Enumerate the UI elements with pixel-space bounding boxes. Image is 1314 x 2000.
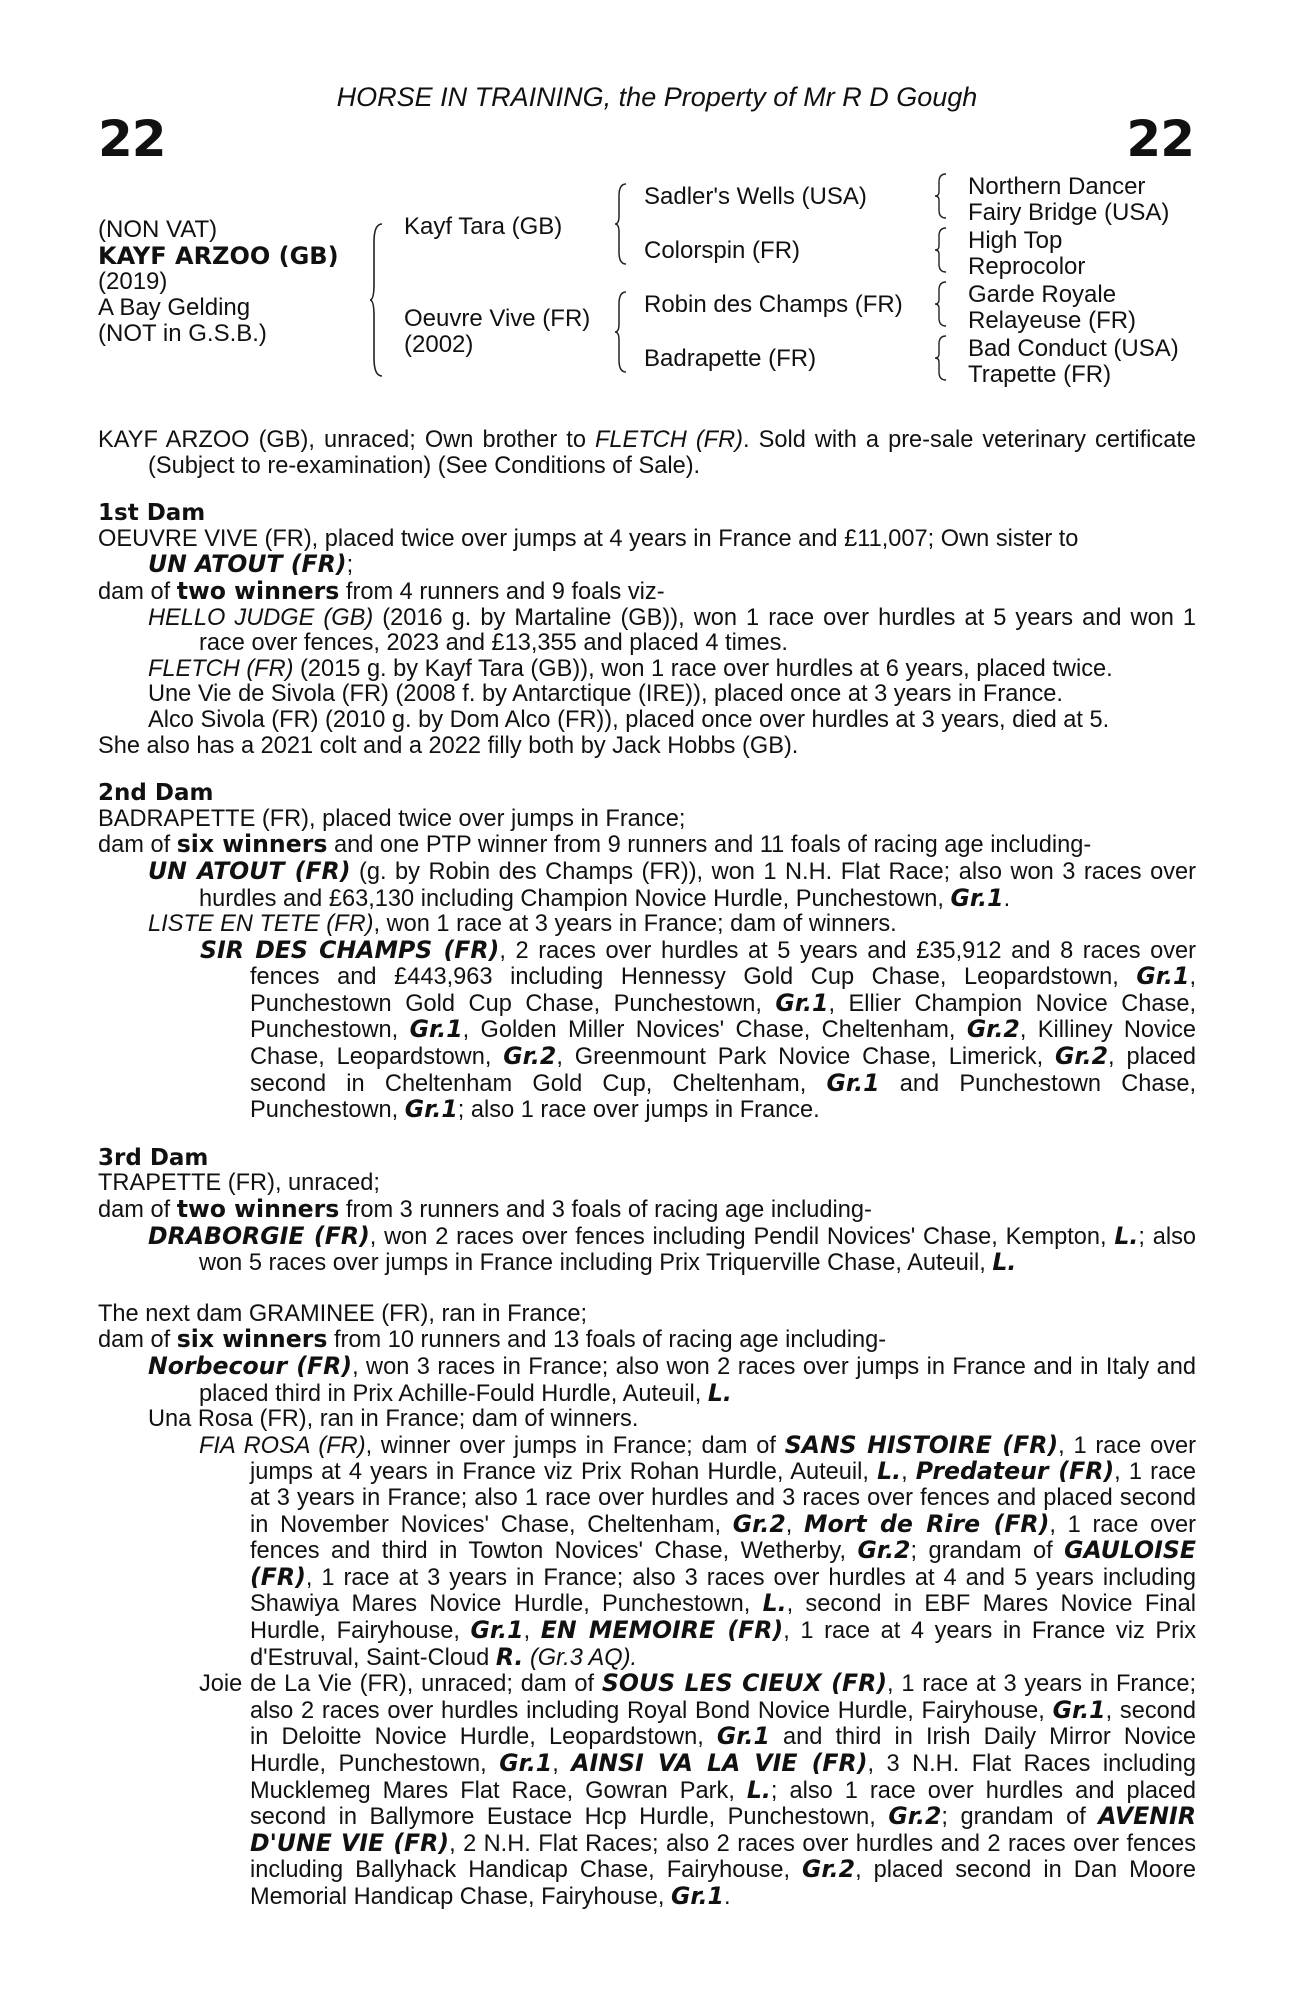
next-dam-line: The next dam GRAMINEE (FR), ran in France;	[98, 1300, 588, 1327]
horse-un-atout: UN ATOUT (FR)	[148, 856, 351, 885]
text-run: L.	[877, 1457, 902, 1486]
horse-liste-en-tete: LISTE EN TETE (FR)	[148, 911, 374, 938]
text-run: L.	[1114, 1221, 1139, 1250]
pedigree-g3-2: Fairy Bridge (USA)	[968, 199, 1170, 226]
produce-draborgie	[98, 1221, 1196, 1277]
text-run: , Golden Miller Novices' Chase, Cheltenham,	[462, 1017, 967, 1044]
pedigree-sire: Kayf Tara (GB)	[404, 213, 563, 240]
text-run: L.	[707, 1378, 732, 1407]
horse-year: (2019)	[98, 268, 168, 295]
text-run: ,	[523, 1617, 541, 1644]
first-dam-produce-line	[98, 576, 1196, 606]
pedigree-g2-3: Robin des Champs (FR)	[644, 291, 903, 318]
text-run: , second in EBF Mares Novice Final Hurdle, Fairyhouse,	[250, 1591, 1196, 1644]
text-run: ; also won 5 races over jumps in France including Prix Triquerville Chase, Auteuil,	[199, 1223, 1196, 1277]
text-runners: from 3 runners and 3 foals of racing age including-	[339, 1197, 872, 1224]
text-run: , 1 race at 3 years in France; also 2 races over hurdles including Royal Bond Novice Hurdle, Fairyhouse,	[250, 1671, 1196, 1724]
intro-text-a: KAYF ARZOO (GB), unraced; Own brother to	[98, 427, 595, 453]
text-run: AINSI VA LA VIE (FR)	[571, 1748, 868, 1777]
text-run: ; grandam of	[910, 1538, 1065, 1565]
text-run: Gr.1	[470, 1615, 524, 1644]
first-dam-text: OEUVRE VIVE (FR), placed twice over jumps at 4 years in France and £11,007; Own sister to	[98, 525, 1079, 552]
text-runners: from 10 runners and 13 foals of racing age including-	[327, 1327, 887, 1354]
pedigree-g3-6: Relayeuse (FR)	[968, 307, 1137, 334]
pedigree-brace-dam-parents	[614, 290, 628, 374]
text-run: Gr.1	[1052, 1695, 1106, 1724]
text-run: , 2 N.H. Flat Races; also 2 races over hurdles and 2 races over fences including Ballyhack Handicap Chase, Fairyhouse,	[250, 1830, 1196, 1884]
text-run: GAULOISE (FR)	[250, 1536, 1196, 1591]
text-run: R.	[495, 1642, 524, 1671]
produce-une-vie: Une Vie de Sivola (FR) (2008 f. by Antarctique (IRE)), placed once at 3 years in France.	[148, 681, 1063, 708]
text-run: , won 3 races in France; also won 2 races over jumps in France and in Italy and placed third in Prix Achille-Fould Hurdle, Auteuil,	[199, 1354, 1196, 1407]
produce-liste-en-tete	[98, 912, 1196, 938]
text-runners: and one PTP winner from 9 runners and 11 foals of racing age including-	[327, 832, 1092, 859]
text-dam-of: dam of	[98, 578, 177, 605]
text-run: and Punchestown Chase, Punchestown,	[250, 1070, 1196, 1124]
text-run: AVENIR D'UNE VIE (FR)	[250, 1802, 1196, 1857]
text-run: ,	[901, 1459, 916, 1486]
horse-description: A Bay Gelding	[98, 294, 251, 321]
text-dam-of: dam of	[98, 1197, 177, 1224]
text-run: , 1 race at 4 years in France viz Prix d'Estruval, Saint-Cloud	[250, 1617, 1197, 1671]
pedigree-brace-g3-3	[934, 280, 948, 328]
text-run: , placed second in Cheltenham Gold Cup, Cheltenham,	[250, 1044, 1196, 1097]
text-run: , Punchestown Gold Cup Chase, Punchestown,	[250, 964, 1196, 1017]
produce-fletch	[98, 657, 1196, 683]
produce-alco-sivola: Alco Sivola (FR) (2010 g. by Dom Alco (FR)), placed once over hurdles at 3 years, died at 5.	[148, 706, 1110, 733]
text-run: , winner over jumps in France; dam of	[365, 1432, 785, 1459]
first-dam-line	[98, 527, 1196, 579]
horse-fletch: FLETCH (FR)	[148, 655, 294, 682]
pedigree-g3-1: Northern Dancer	[968, 173, 1146, 200]
text-run: , Killiney Novice Chase, Leopardstown,	[250, 1017, 1197, 1071]
text-run: EN MEMOIRE (FR)	[540, 1615, 784, 1644]
text-run: Gr.2	[966, 1015, 1020, 1044]
pedigree-g2-4: Badrapette (FR)	[644, 345, 817, 372]
produce-hello-judge	[98, 606, 1196, 657]
text-run: FIA ROSA (FR)	[199, 1432, 366, 1459]
second-dam-line: BADRAPETTE (FR), placed twice over jumps in France;	[98, 805, 686, 832]
text-run: Gr.1	[499, 1748, 553, 1777]
fletch-record: (2015 g. by Kayf Tara (GB)), won 1 race over hurdles at 6 years, placed twice.	[293, 655, 1113, 682]
text-dam-of: dam of	[98, 1327, 177, 1354]
pedigree-g3-4: Reprocolor	[968, 253, 1086, 280]
text-run: , 1 race over fences and third in Towton Novices' Chase, Wetherby,	[250, 1511, 1196, 1565]
liste-en-tete-record: , won 1 race at 3 years in France; dam of winners.	[373, 911, 897, 938]
text-run: SOUS LES CIEUX (FR)	[601, 1669, 888, 1698]
text-run: , 2 races over hurdles at 5 years and £35,912 and 8 races over fences and £443,963 including Hennessy Gold Cup Chase, Leopardstown,	[250, 937, 1196, 991]
horse-hello-judge: HELLO JUDGE (GB)	[148, 604, 374, 631]
pedigree-dam-year: (2002)	[404, 331, 474, 358]
produce-fia-rosa	[98, 1430, 1197, 1671]
text-run: (Gr.3 AQ).	[523, 1644, 637, 1671]
text-run: , Ellier Champion Novice Chase, Punchestown,	[250, 990, 1197, 1044]
text-run: , won 2 races over fences including Pendil Novices' Chase, Kempton,	[369, 1223, 1115, 1250]
text-run: and third in Irish Daily Mirror Novice Hurdle, Punchestown,	[250, 1724, 1196, 1777]
pedigree-g3-7: Bad Conduct (USA)	[968, 335, 1179, 362]
text-run: , 1 race at 3 years in France; also 1 race over hurdles and 3 races over fences and placed second in November Novices' Chase, Cheltenham,	[250, 1459, 1196, 1538]
text-run: SANS HISTOIRE (FR)	[784, 1430, 1059, 1459]
intro-brother-name: FLETCH (FR)	[595, 427, 743, 453]
gsb-status: (NOT in G.S.B.)	[98, 320, 267, 347]
period: .	[1003, 885, 1011, 912]
second-dam-produce-line	[98, 832, 1196, 859]
text-run: Gr.2	[802, 1855, 856, 1884]
catalogue-body	[98, 428, 1196, 1910]
pedigree-brace-g3-1	[934, 172, 948, 220]
intro-text-c: . Sold with a pre-sale veterinary certificate (Subject to re-examination) (See Conditions of Sale).	[148, 427, 1196, 479]
winner-count: six winners	[176, 1325, 328, 1354]
vat-status: (NON VAT)	[98, 216, 218, 243]
text-run: ; also 1 race over hurdles and placed second in Ballymore Eustace Hcp Hurdle, Punchestown,	[250, 1777, 1196, 1831]
text-run: Gr.1	[409, 1015, 463, 1044]
pedigree-brace-g3-4	[934, 334, 948, 382]
pedigree-brace-g3-2	[934, 226, 948, 274]
first-dam-also: She also has a 2021 colt and a 2022 filly both by Jack Hobbs (GB).	[98, 732, 799, 759]
pedigree-g3-3: High Top	[968, 227, 1063, 254]
grade-label: Gr.1	[950, 883, 1004, 912]
third-dam-produce-line	[98, 1197, 1196, 1224]
first-dam-heading: 1st Dam	[98, 500, 206, 527]
pedigree-brace-sire-parents	[614, 182, 628, 266]
page-header: HORSE IN TRAINING, the Property of Mr R D Gough	[336, 82, 978, 112]
lot-number-right: 22	[1126, 110, 1194, 168]
pedigree-g2-2: Colorspin (FR)	[644, 237, 801, 264]
text-run: , second in Deloitte Novice Hurdle, Leopardstown,	[250, 1697, 1196, 1751]
pedigree-g3-5: Garde Royale	[968, 281, 1117, 308]
text-run: ,	[552, 1750, 572, 1777]
next-dam-produce-line	[98, 1327, 1196, 1354]
produce-un-atout	[98, 856, 1196, 912]
text-run: SIR DES CHAMPS (FR)	[200, 935, 500, 964]
third-dam-line: TRAPETTE (FR), unraced;	[98, 1170, 380, 1197]
produce-una-rosa: Una Rosa (FR), ran in France; dam of winners.	[148, 1406, 639, 1433]
text-run: Gr.1	[826, 1068, 880, 1097]
pedigree-g3-8: Trapette (FR)	[968, 361, 1112, 388]
text-runners: from 4 runners and 9 foals viz-	[339, 578, 665, 605]
hello-judge-record: (2016 g. by Martaline (GB)), won 1 race over hurdles at 5 years and won 1 race over fences, 2023 and £13,355 and placed 4 times.	[199, 604, 1196, 657]
intro-paragraph	[98, 428, 1196, 479]
text-run: Gr.2	[857, 1536, 911, 1565]
text-dam-of: dam of	[98, 832, 177, 859]
first-dam-semicolon: ;	[346, 552, 354, 579]
text-run: L.	[992, 1248, 1017, 1277]
text-run: L.	[746, 1775, 771, 1804]
text-run: Gr.1	[716, 1722, 770, 1751]
un-atout-record: (g. by Robin des Champs (FR)), won 1 N.H. Flat Race; also won 3 races over hurdles and £63,130 including Champion Novice Hurdle, Punchestown,	[199, 858, 1196, 912]
pedigree-brace-sire-dam	[370, 222, 386, 378]
winner-count: two winners	[176, 576, 340, 605]
pedigree-g2-1: Sadler's Wells (USA)	[644, 183, 867, 210]
text-run: Gr.1	[670, 1881, 724, 1910]
text-run: Joie de La Vie (FR), unraced; dam of	[199, 1671, 602, 1698]
text-run: Gr.1	[775, 988, 829, 1017]
text-run: Gr.2	[888, 1802, 942, 1831]
first-dam-sister-name: UN ATOUT (FR)	[148, 550, 347, 579]
text-run: Gr.1	[1136, 962, 1190, 991]
produce-joie-de-la-vie	[98, 1671, 1196, 1910]
text-run: Gr.1	[404, 1095, 458, 1124]
text-run: Gr.2	[732, 1509, 786, 1538]
horse-info	[98, 217, 339, 347]
produce-norbecour	[98, 1354, 1196, 1407]
text-run: , 1 race over jumps at 4 years in France viz Prix Rohan Hurdle, Auteuil,	[250, 1432, 1196, 1486]
text-run: , placed second in Dan Moore Memorial Handicap Chase, Fairyhouse,	[250, 1857, 1196, 1910]
text-run: ; grandam of	[941, 1804, 1099, 1831]
lot-number-left: 22	[98, 110, 166, 168]
text-run: DRABORGIE (FR)	[148, 1221, 370, 1250]
text-run: Gr.2	[503, 1042, 557, 1071]
text-run: L.	[762, 1589, 787, 1618]
winner-count: six winners	[176, 830, 328, 859]
winner-count: two winners	[176, 1195, 340, 1224]
text-run: Predateur (FR)	[915, 1457, 1115, 1486]
text-run: , 1 race at 3 years in France; also 3 races over hurdles at 4 and 5 years including Shawiya Mares Novice Hurdle, Punchestown,	[250, 1564, 1196, 1618]
text-run: , 3 N.H. Flat Races including Mucklemeg Mares Flat Race, Gowran Park,	[250, 1750, 1196, 1804]
text-run: ; also 1 race over jumps in France.	[457, 1097, 820, 1124]
pedigree-dam: Oeuvre Vive (FR)	[404, 305, 591, 332]
text-run: , Greenmount Park Novice Chase, Limerick,	[556, 1044, 1056, 1071]
horse-name: KAYF ARZOO (GB)	[98, 242, 339, 270]
text-run: Norbecour (FR)	[148, 1352, 353, 1380]
text-run: Gr.2	[1055, 1042, 1109, 1071]
text-run: ,	[785, 1511, 805, 1538]
text-run: .	[723, 1883, 731, 1910]
third-dam-heading: 3rd Dam	[98, 1144, 209, 1171]
second-dam-heading: 2nd Dam	[98, 780, 214, 807]
produce-sir-des-champs	[98, 935, 1197, 1124]
text-run: Mort de Rire (FR)	[804, 1509, 1050, 1538]
